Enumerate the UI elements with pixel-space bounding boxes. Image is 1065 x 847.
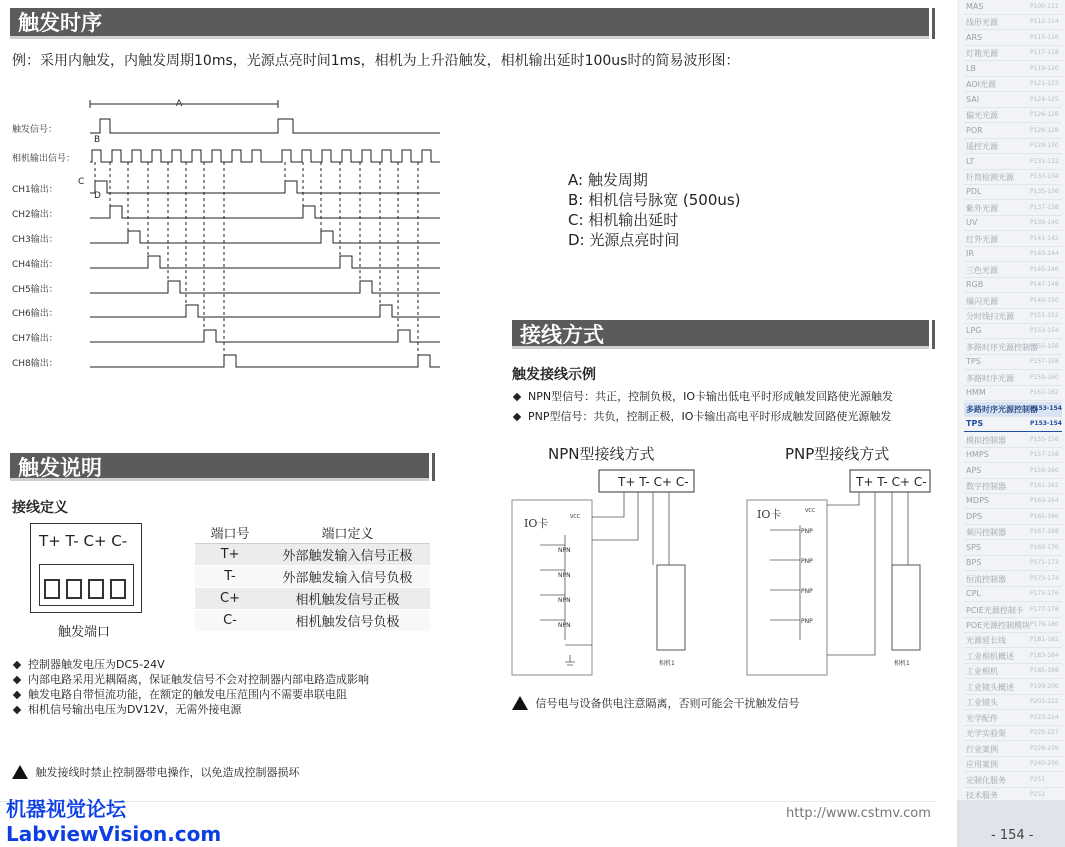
marker-b: B [94,135,101,145]
sidebar-item-page: P149-150 [1030,296,1059,304]
page-number: - 154 - [991,828,1034,843]
note-item: 触发电路自带恒流功能，在额定的触发电压范围内不需要串联电阻 [28,688,347,701]
sidebar-item[interactable] [964,464,1062,479]
sidebar-item-page: P201-222 [1030,698,1059,706]
sidebar-item[interactable] [964,294,1062,309]
sidebar-item-label: HMPS [966,450,989,460]
pnp-tag-3: PNP [801,588,813,595]
npn-io-card-label: IO卡 [524,517,549,530]
sidebar-item-page: P117-118 [1030,49,1059,57]
sidebar-item-page: P121-123 [1030,80,1059,88]
legend-c: C: 相机输出延时 [568,211,679,229]
table-row [195,610,430,632]
sidebar-item[interactable] [964,201,1062,216]
sidebar-item[interactable] [964,479,1062,494]
port-definition-subtitle: 接线定义 [12,500,68,516]
wiring-bullet-npn: NPN型信号：共正，控制负极，IO卡输出低电平时形成触发回路使光源触发 [528,390,893,403]
sidebar-item[interactable] [964,247,1062,262]
section-header-timing [10,8,929,39]
pnp-tag-2: PNP [801,558,813,565]
sidebar-item-label: HMM [966,388,986,398]
sidebar-item-label: 工业相机 [966,667,998,677]
sidebar-item[interactable] [964,695,1062,710]
sidebar-item-label: LPG [966,326,982,336]
wiring-bullets [512,389,893,424]
sidebar-item-label: 定制化服务 [966,775,1006,785]
table-row [195,588,430,610]
waveform [90,100,278,108]
sidebar-item[interactable] [964,139,1062,154]
sidebar-item-label: TPS [966,419,984,429]
sidebar-item-label: 三色光源 [966,265,998,275]
sidebar-item-label: IR [966,249,974,259]
sidebar-item-label: TPS [966,357,981,367]
waveform [90,330,440,342]
sidebar-item-label: POE光源控制模块 [966,621,1031,630]
npn-tag-4: NPN [558,622,571,629]
watermark-forum: 机器视觉论坛 [6,797,126,821]
sidebar-item-label: 数字控制器 [966,481,1006,491]
sidebar-item-label: LB [966,63,976,73]
npn-schematic [510,440,710,680]
note-item: 内部电路采用光耦隔离，保证触发信号不会对控制器内部电路造成影响 [28,673,369,686]
sidebar-item-label: ARS [966,32,983,42]
sidebar-item[interactable] [964,556,1062,571]
table-cell: T- [195,566,265,588]
sidebar-item[interactable] [964,603,1062,618]
sidebar-item-page: P153-154 [1030,404,1062,412]
sidebar-item[interactable] [964,572,1062,587]
sidebar-item-label: MAS [966,2,984,11]
sidebar-item[interactable] [964,726,1062,741]
waveform [90,305,440,317]
trigger-notes [12,657,369,717]
sidebar-item[interactable] [964,525,1062,540]
sidebar-item[interactable] [964,448,1062,463]
sidebar-item-label: MDPS [966,496,989,506]
table-cell: T+ [195,544,265,566]
npn-terminal-labels: T+ T- C+ C- [618,475,689,489]
sidebar-item[interactable] [964,541,1062,556]
footer-rule [0,801,935,802]
sidebar-item[interactable] [964,309,1062,324]
table-cell: C- [195,610,265,632]
signal-label: CH3输出： [12,235,58,245]
sidebar-item-label: 光源延长线 [966,636,1006,646]
sidebar-item-page: P137-138 [1030,203,1059,211]
sidebar-item-label: 偏光光源 [966,111,998,121]
section-title: 触发说明 [18,456,102,480]
sidebar-item-page: P147-148 [1030,281,1059,289]
footer-url[interactable]: http://www.cstmv.com [786,806,931,821]
sidebar-item-page: P119-120 [1030,64,1059,72]
waveform [90,281,440,293]
table-row [195,566,430,588]
waveform [90,150,440,162]
sidebar-item[interactable] [964,77,1062,92]
npn-title: NPN型接线方式 [548,445,655,463]
sidebar-item-label: LT [966,156,975,166]
sidebar-item-page: P177-178 [1030,605,1059,613]
sidebar-item[interactable] [964,494,1062,509]
timing-diagram [10,92,450,377]
section-title: 触发时序 [18,11,102,35]
pnp-title: PNP型接线方式 [785,445,890,463]
sidebar-item[interactable] [964,278,1062,293]
sidebar-item-page: P240-250 [1030,760,1059,768]
sidebar-item-label: 爆闪光源 [966,296,998,306]
sidebar-item-label: 模拟控制器 [966,435,1006,445]
note-item: 控制器触发电压为DC5-24V [28,658,165,671]
sidebar-item[interactable] [964,618,1062,633]
sidebar-item-label: 技术服务 [966,790,998,800]
sidebar-item-page: P143-144 [1030,250,1059,258]
table-header-port: 端口号 [195,522,265,544]
sidebar-item[interactable] [964,587,1062,602]
port-definition-table [195,522,430,632]
sidebar-item-page: P141-142 [1030,234,1059,242]
pnp-camera-label: 相机1 [894,660,910,667]
sidebar-item-label: 工业镜头 [966,698,998,708]
sidebar-item-page: P179-180 [1030,621,1059,628]
timing-waveforms [10,92,450,377]
sidebar-item-page: P161-162 [1030,389,1059,397]
sidebar-item-label: DPS [966,511,983,521]
sidebar-item-label: 多路时序光源 [966,373,1014,383]
sidebar-item-page: P161-162 [1030,481,1059,489]
sidebar-item-page: P115-116 [1030,33,1059,41]
sidebar-item-label: 多路时序光源控制器 [966,342,1038,352]
sidebar-item-page: P199-200 [1030,682,1059,690]
wiring-bullet-pnp: PNP型信号：共负，控制正极，IO卡输出高电平时形成触发回路使光源触发 [528,410,892,423]
table-header-row [195,522,430,544]
sidebar-item-label: 光学实验架 [966,729,1006,739]
sidebar-item-page: P173-174 [1030,574,1059,582]
sidebar-item[interactable] [964,510,1062,525]
sidebar-item-page: P126-126 [1030,111,1059,119]
sidebar-item[interactable] [964,664,1062,679]
timing-legend [568,170,741,250]
sidebar-item-page: P169-170 [1030,543,1059,551]
signal-label: CH5输出： [12,285,58,295]
sidebar-item-page: P135-136 [1030,188,1059,196]
sidebar-item-page: P225-227 [1030,729,1059,737]
legend-d: D: 光源点亮时间 [568,231,680,249]
port-labels: T+ T- C+ C- [39,532,128,550]
signal-label: CH6输出： [12,309,58,319]
pnp-wiring-diagram [745,440,945,680]
sidebar-item[interactable] [964,46,1062,61]
sidebar-item-page: P128-128 [1030,126,1059,134]
table-cell: 外部触发输入信号正极 [265,544,430,566]
sidebar-item[interactable] [964,742,1062,757]
wiring-warning-text: 信号电与设备供电注意隔离，否则可能会干扰触发信号 [535,697,800,710]
npn-vcc-label: VCC [570,514,581,520]
wiring-subtitle: 触发接线示例 [512,367,596,383]
signal-label: CH2输出： [12,210,58,220]
watermark-site: LabviewVision.com [6,822,222,846]
sidebar-item[interactable] [964,649,1062,664]
sidebar-item-page: P185-198 [1030,667,1059,675]
sidebar-item[interactable] [964,417,1062,432]
marker-a: A [176,99,183,109]
sidebar-item-page: P183-184 [1030,651,1059,659]
pnp-tag-4: PNP [801,618,813,625]
sidebar-item-page: P112-114 [1030,18,1059,26]
sidebar-item[interactable] [964,170,1062,185]
sidebar-item[interactable] [964,355,1062,370]
trigger-port-drawing [30,523,142,613]
waveform [90,256,440,268]
sidebar-item-page: P157-158 [1030,451,1059,459]
catalog-sidebar [957,0,1065,847]
sidebar-item-page: P252 [1030,790,1046,798]
sidebar-item-page: P155-156 [1030,342,1059,350]
sidebar-item-label: 行业案例 [966,744,998,754]
sidebar-item-label: POR [966,125,983,135]
pnp-tag-1: PNP [801,528,813,535]
sidebar-item-page: P129-130 [1030,142,1059,150]
pnp-vcc-label: VCC [805,508,816,514]
sidebar-item-label: 工业镜头概述 [966,682,1014,692]
sidebar-item-label: 灯箱光源 [966,49,998,59]
sidebar-item-page: P139-140 [1030,219,1059,227]
sidebar-item[interactable] [964,263,1062,278]
sidebar-item[interactable] [964,633,1062,648]
legend-b: B: 相机信号脉宽 (500us) [568,191,741,209]
sidebar-item-page: P167-168 [1030,528,1059,536]
sidebar-item-label: SAI [966,94,980,104]
sidebar-item[interactable] [964,773,1062,788]
waveform [90,231,440,243]
sidebar-item[interactable] [964,15,1062,30]
pnp-io-card-label: IO卡 [757,508,782,521]
signal-label: CH7输出： [12,334,58,344]
sidebar-item-page: P153-154 [1030,327,1059,335]
sidebar-item-page: P159-160 [1030,373,1059,381]
sidebar-item-page: P155-156 [1030,435,1059,443]
sidebar-item-label: AOI光源 [966,80,996,90]
sidebar-item-label: 多路时序光源控制器 [966,404,1038,414]
sidebar-item-label: 紫外光源 [966,203,998,213]
sidebar-item-label: 工业相机概述 [966,651,1014,661]
sidebar-item-page: P228-239 [1030,744,1059,752]
sidebar-item[interactable] [964,124,1062,139]
sidebar-item[interactable] [964,680,1062,695]
table-cell: 相机触发信号负极 [265,610,430,632]
sidebar-item-page: P131-132 [1030,157,1059,165]
sidebar-item[interactable] [964,232,1062,247]
sidebar-item[interactable] [964,386,1062,401]
sidebar-item[interactable] [964,0,1062,15]
intro-text: 例：采用内触发，内触发周期10ms，光源点亮时间1ms，相机为上升沿触发，相机输出延时100us时的简易波形图： [12,53,740,69]
sidebar-item-label: 红外光源 [966,234,998,244]
sidebar-item-label: 光学配件 [966,713,998,723]
note-item: 相机信号输出电压为DV12V，无需外接电源 [28,703,242,716]
sidebar-item-page: P157-158 [1030,358,1059,366]
sidebar-item-label: 应用案例 [966,760,998,770]
sidebar-item-label: BPS [966,558,982,568]
sidebar-item-page: P251 [1030,775,1046,783]
signal-label: CH8输出： [12,359,58,369]
trigger-warning-text: 触发接线时禁止控制器带电操作，以免造成控制器损坏 [35,766,300,779]
sidebar-item[interactable] [964,155,1062,170]
section-title: 接线方式 [520,323,604,347]
signal-label: 触发信号： [12,125,58,135]
sidebar-item[interactable] [964,340,1062,355]
port-caption: 触发端口 [58,625,111,640]
marker-d: D [94,191,101,201]
table-row [195,544,430,566]
warning-icon [512,696,528,710]
npn-tag-1: NPN [558,547,571,554]
sidebar-item-label: 线形光源 [966,18,998,28]
section-header-trigger-desc [10,453,429,481]
npn-tag-3: NPN [558,597,571,604]
signal-label: CH4输出： [12,260,58,270]
sidebar-item-page: P175-176 [1030,590,1059,598]
sidebar-item[interactable] [964,185,1062,200]
warning-icon [12,765,28,779]
sidebar-item-label: CPL [966,589,981,599]
section-header-wiring [512,320,929,349]
sidebar-item-page: P163-164 [1030,497,1059,505]
sidebar-item[interactable] [964,371,1062,386]
sidebar-item[interactable] [964,93,1062,108]
sidebar-item-label: PDL [966,187,982,197]
table-cell: C+ [195,588,265,610]
sidebar-item-label: RGB [966,280,984,290]
sidebar-item[interactable] [964,757,1062,772]
pnp-terminal-labels: T+ T- C+ C- [856,475,927,489]
sidebar-item-page: P181-182 [1030,636,1059,644]
sidebar-item-page: P100-111 [1030,3,1059,10]
npn-tag-2: NPN [558,572,571,579]
table-cell: 外部触发输入信号负极 [265,566,430,588]
table-header-definition: 端口定义 [265,522,430,544]
sidebar-item-label: SPS [966,542,981,552]
legend-a: A: 触发周期 [568,171,648,189]
sidebar-item-label: 频闪控制器 [966,528,1006,538]
sidebar-item-page: P124-125 [1030,95,1059,103]
sidebar-item-page: P159-160 [1030,466,1059,474]
sidebar-item-label: UV [966,218,978,228]
sidebar-item-label: 恒流控制器 [966,574,1006,584]
sidebar-item[interactable] [964,62,1062,77]
sidebar-item-page: P223-224 [1030,713,1059,721]
sidebar-item-label: APS [966,465,982,475]
npn-wiring-diagram [510,440,710,680]
waveform [90,181,440,193]
sidebar-item-label: 针筒检测光源 [966,172,1014,182]
sidebar-item-page: P171-172 [1030,559,1059,567]
waveform [90,119,440,133]
sidebar-item-label: PCIE光源控制卡 [966,605,1024,615]
sidebar-item[interactable] [964,216,1062,231]
sidebar-item[interactable] [964,31,1062,46]
table-cell: 相机触发信号正极 [265,588,430,610]
waveform [90,206,440,218]
sidebar-item[interactable] [964,324,1062,339]
sidebar-item-page: P133-134 [1030,172,1059,180]
marker-c: C [78,177,85,187]
sidebar-item-page: P165-166 [1030,512,1059,520]
signal-label: 相机输出信号： [12,154,76,164]
sidebar-item[interactable] [964,108,1062,123]
pnp-schematic [745,440,945,680]
page-number-box [957,800,1065,847]
sidebar-item-page: P151-152 [1030,312,1059,319]
sidebar-item[interactable] [964,711,1062,726]
signal-label: CH1输出： [12,185,58,195]
wiring-warning [512,695,800,711]
sidebar-item-page: P153-154 [1030,420,1062,428]
sidebar-item[interactable] [964,402,1062,417]
npn-camera-label: 相机1 [659,660,675,667]
sidebar-item-label: 遥控光源 [966,142,998,152]
trigger-warning [12,764,300,780]
sidebar-item[interactable] [964,433,1062,448]
waveform [90,355,440,367]
sidebar-item-page: P145-146 [1030,265,1059,273]
sidebar-item-label: 分时线扫光源 [966,312,1014,321]
